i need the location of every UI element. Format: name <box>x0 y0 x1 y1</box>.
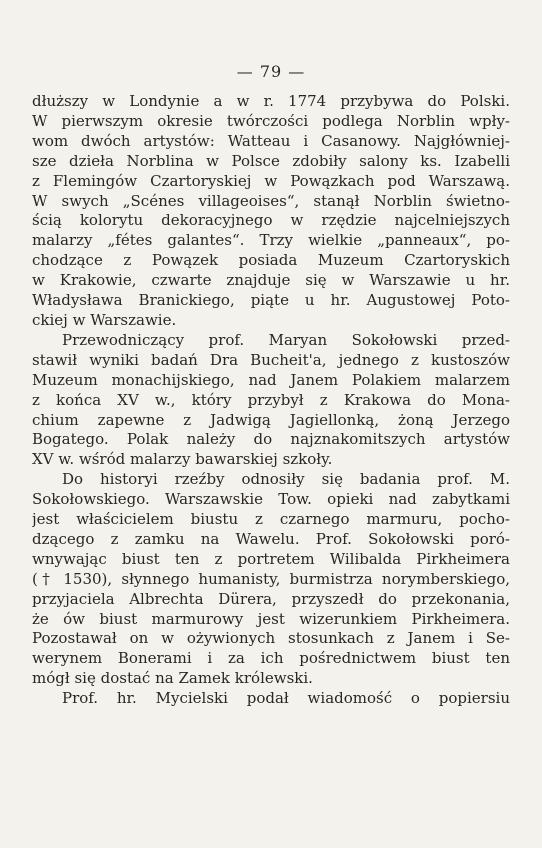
text-line: W pierwszym okresie twórczości podlega Norblin wpły- <box>32 111 510 130</box>
text-line: sze dzieła Norblina w Polsce zdobiły salony ks. Izabelli <box>32 151 510 170</box>
text-line: Muzeum monachijskiego, nad Janem Polakiem malarzem <box>32 370 510 389</box>
text-line: Pozostawał on w ożywionych stosunkach z Janem i Se- <box>32 629 510 648</box>
page-number: — 79 — <box>236 62 306 81</box>
text-line: W swych „Scénes villageoises“, stanął Norblin świetno- <box>32 191 510 210</box>
text-line: malarzy „fétes galantes“. Trzy wielkie „panneaux“, po- <box>32 231 510 250</box>
text-line: chodzące z Powązek posiada Muzeum Czartoryskich <box>32 251 510 270</box>
text-line: mógł się dostać na Zamek królewski. <box>32 669 313 688</box>
text-line: werynem Bonerami i za ich pośrednictwem biust ten <box>32 649 510 668</box>
text-line: dłuższy w Londynie a w r. 1774 przybywa do Polski. <box>32 92 510 110</box>
text-line: Prof. hr. Mycielski podał wiadomość o popiersiu <box>62 689 510 708</box>
text-line: Przewodniczący prof. Maryan Sokołowski przed- <box>62 330 510 349</box>
text-line: przyjaciela Albrechta Dürera, przyszedł do przekonania, <box>32 589 510 608</box>
text-line: († 1530), słynnego humanisty, burmistrza norymberskiego, <box>32 569 510 588</box>
text-line: w Krakowie, czwarte znajduje się w Warszawie u hr. <box>32 271 510 290</box>
text-line: Władysława Branickiego, piąte u hr. Augustowej Poto- <box>32 291 510 310</box>
body-text <box>32 92 510 709</box>
text-line: z Flemingów Czartoryskiej w Powązkach pod Warszawą. <box>32 171 510 190</box>
text-line: XV w. wśród malarzy bawarskiej szkoły. <box>32 450 333 469</box>
text-line: że ów biust marmurowy jest wizerunkiem Pirkheimera. <box>32 609 510 628</box>
text-line: Sokołowskiego. Warszawskie Tow. opieki nad zabytkami <box>32 490 510 509</box>
text-line: Bogatego. Polak należy do najznakomitszych artystów <box>32 430 510 449</box>
text-line: Do historyi rzeźby odnosiły się badania prof. M. <box>62 470 510 489</box>
text-line: chium zapewne z Jadwigą Jagiellonką, żoną Jerzego <box>32 410 510 429</box>
text-line: z końca XV w., który przybył z Krakowa do Mona- <box>32 390 510 409</box>
text-line: jest właścicielem biustu z czarnego marmuru, pocho- <box>32 510 510 529</box>
text-line: ckiej w Warszawie. <box>32 310 177 329</box>
text-line: wom dwóch artystów: Watteau i Casanowy. Najgłówniej- <box>32 131 510 150</box>
text-line: wnywając biust ten z portretem Wilibalda Pirkheimera <box>32 549 510 568</box>
text-line: ścią kolorytu dekoracyjnego w rzędzie najcelniejszych <box>32 211 510 230</box>
text-line: stawił wyniki badań Dra Bucheit'a, jednego z kustoszów <box>32 350 510 369</box>
text-line: dzącego z zamku na Wawelu. Prof. Sokołowski poró- <box>32 529 510 548</box>
